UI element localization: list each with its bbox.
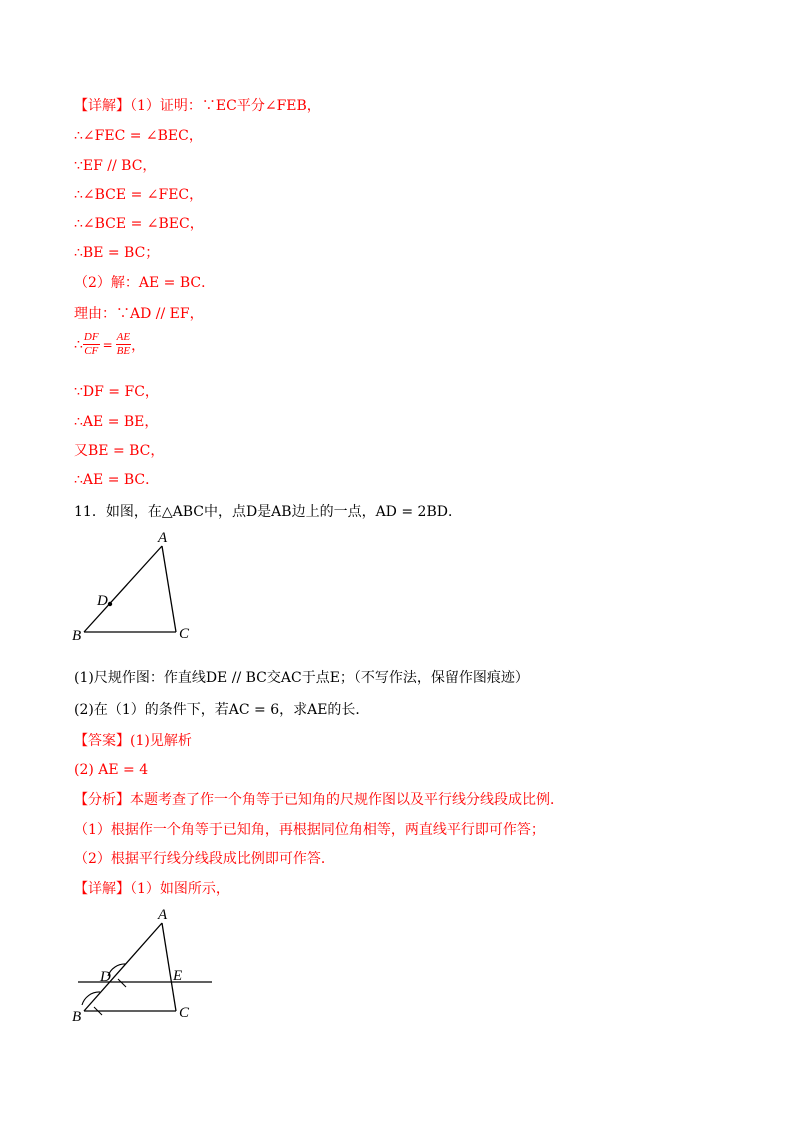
construction-label-e: E xyxy=(173,968,183,984)
construction-label-c: C xyxy=(179,1005,190,1021)
label-a: A xyxy=(158,530,168,546)
solution1-part2-line: （2）解：AE = BC． xyxy=(74,275,216,291)
ratio-suffix: ， xyxy=(131,337,146,354)
solution1-line-after-3: 又BE = BC， xyxy=(74,443,165,459)
construction-label-b: B xyxy=(72,1009,82,1025)
answer-line-2: (2) AE = 4 xyxy=(74,762,149,778)
ratio-prefix: ∴ xyxy=(74,336,83,353)
label-b: B xyxy=(72,628,82,644)
solution1-line-after-1: ∵DF = FC， xyxy=(74,384,159,400)
construction-label-a: A xyxy=(158,907,168,923)
side-ac xyxy=(162,546,176,632)
ratio-equals: = xyxy=(102,337,113,352)
solution1-line-after-2: ∴AE = BE， xyxy=(74,414,159,430)
problem11-part2: (2)在（1）的条件下，若AC = 6，求AE的长． xyxy=(74,702,370,718)
solution1-line-3: ∵EF // BC， xyxy=(74,158,157,174)
construction-side-ac xyxy=(162,923,176,1011)
solution1-line-1: 【详解】（1）证明：∵EC平分∠FEB， xyxy=(74,98,321,114)
ratio-right-fraction xyxy=(116,331,131,358)
figure-triangle-abc xyxy=(68,528,198,646)
construction-tick-d xyxy=(118,979,126,987)
solution2-line-1: 【详解】（1）如图所示， xyxy=(74,881,230,897)
label-d: D xyxy=(97,593,108,609)
solution1-line-after-4: ∴AE = BC． xyxy=(74,472,160,488)
figure-construction xyxy=(66,903,216,1028)
construction-side-ab xyxy=(84,923,162,1011)
construction-label-d: D xyxy=(100,969,111,985)
solution1-line-4: ∴∠BCE = ∠FEC， xyxy=(74,187,204,203)
point-d-dot xyxy=(108,602,112,606)
label-c: C xyxy=(179,626,190,642)
ratio-right-numerator: AE xyxy=(116,331,131,343)
ratio-left-fraction xyxy=(83,331,100,358)
analysis-line-3: （2）根据平行线分线段成比例即可作答． xyxy=(74,851,335,867)
solution1-reason-line: 理由：∵AD // EF， xyxy=(74,306,204,322)
problem11-part1: (1)尺规作图：作直线DE // BC交AC于点E；（不写作法，保留作图痕迹） xyxy=(74,670,529,686)
ratio-right-denominator: BE xyxy=(116,345,131,357)
analysis-line-2: （1）根据作一个角等于已知角，再根据同位角相等，两直线平行即可作答； xyxy=(74,822,545,838)
problem11-statement: 11．如图，在△ABC中，点D是AB边上的一点，AD = 2BD． xyxy=(74,504,462,520)
side-ab xyxy=(84,546,162,632)
answer-line-1: 【答案】(1)见解析 xyxy=(74,733,192,749)
analysis-line-1: 【分析】本题考查了作一个角等于已知角的尺规作图以及平行线分线段成比例． xyxy=(74,792,564,808)
ratio-equation xyxy=(74,331,145,358)
solution1-line-2: ∴∠FEC = ∠BEC， xyxy=(74,128,203,144)
solution1-line-6: ∴BE = BC； xyxy=(74,245,160,261)
solution1-line-5: ∴∠BCE = ∠BEC， xyxy=(74,216,204,232)
ratio-left-denominator: CF xyxy=(84,345,99,357)
ratio-left-numerator: DF xyxy=(83,331,99,343)
